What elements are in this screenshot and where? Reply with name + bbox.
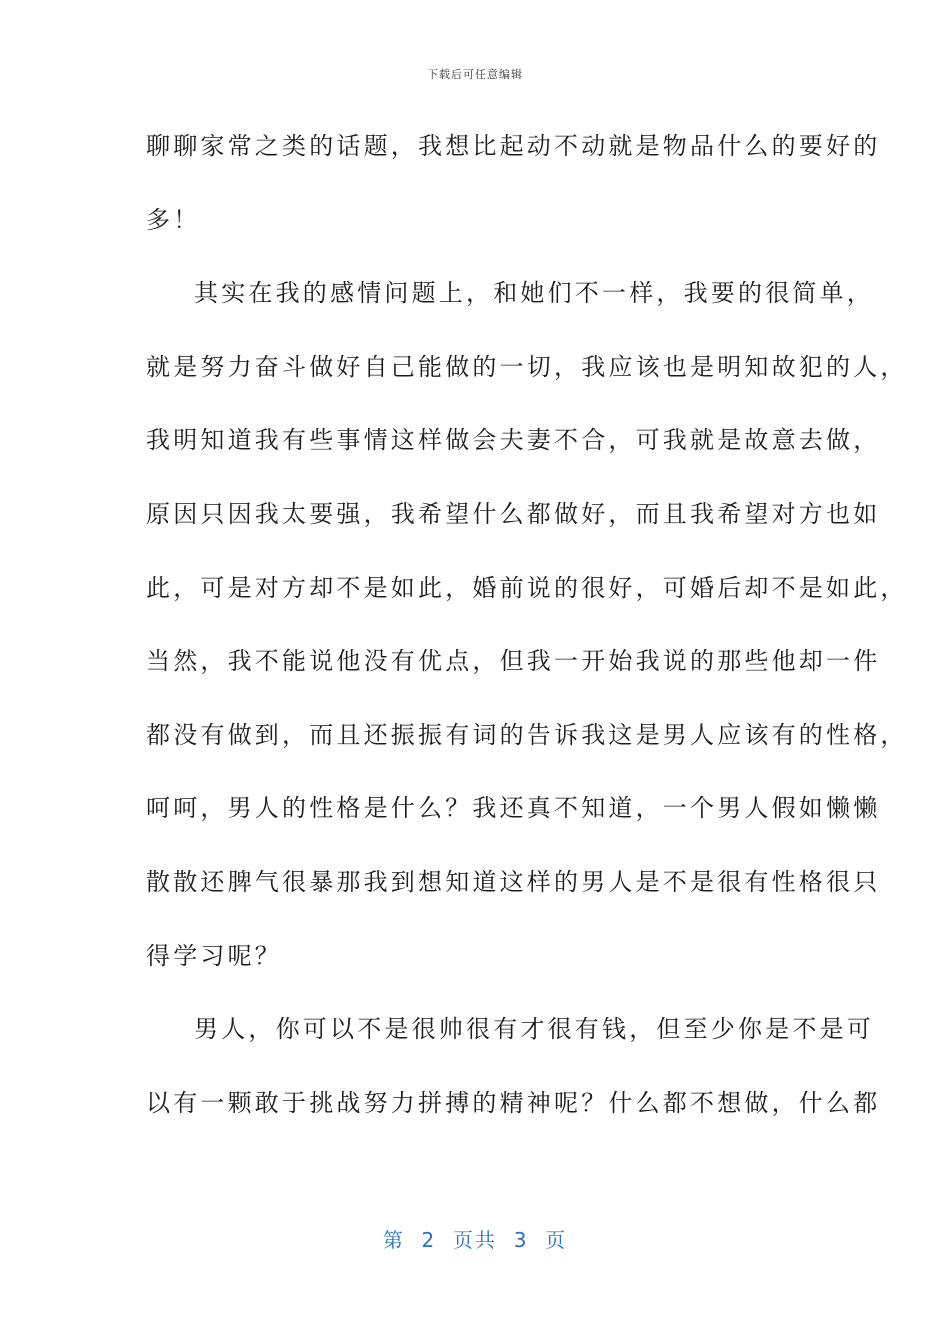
paragraph-line: 都没有做到，而且还振振有词的告诉我这是男人应该有的性格， [146, 720, 908, 749]
paragraph-line: 其实在我的感情问题上，和她们不一样，我要的很简单， [194, 279, 874, 308]
paragraph-line: 散散还脾气很暴那我到想知道这样的男人是不是很有性格很只 [146, 867, 881, 896]
paragraph-line: 原因只因我太要强，我希望什么都做好，而且我希望对方也如 [146, 499, 881, 528]
body-text [146, 126, 908, 1156]
paragraph-line: 当然，我不能说他没有优点，但我一开始我说的那些他却一件 [146, 647, 881, 676]
paragraph-line: 聊聊家常之类的话题，我想比起动不动就是物品什么的要好的 [146, 132, 881, 160]
paragraph-line: 我明知道我有些事情这样做会夫妻不合，可我就是故意去做， [146, 426, 881, 455]
paragraph-line: 男人，你可以不是很帅很有才很有钱，但至少你是不是可 [194, 1015, 874, 1044]
paragraph-line: 多！ [146, 205, 201, 234]
header-note: 下载后可任意编辑 [427, 68, 523, 81]
paragraph-line: 就是努力奋斗做好自己能做的一切，我应该也是明知故犯的人， [146, 352, 908, 381]
paragraph-line: 得学习呢？ [146, 941, 282, 970]
paragraph-line: 以有一颗敢于挑战努力拼搏的精神呢？什么都不想做，什么都 [146, 1088, 881, 1117]
page-number-footer: 第 2 页共 3 页 [382, 1228, 568, 1252]
paragraph-line: 此，可是对方却不是如此，婚前说的很好，可婚后却不是如此， [146, 573, 908, 602]
paragraph-line: 呵呵，男人的性格是什么？我还真不知道，一个男人假如懒懒 [146, 794, 881, 823]
